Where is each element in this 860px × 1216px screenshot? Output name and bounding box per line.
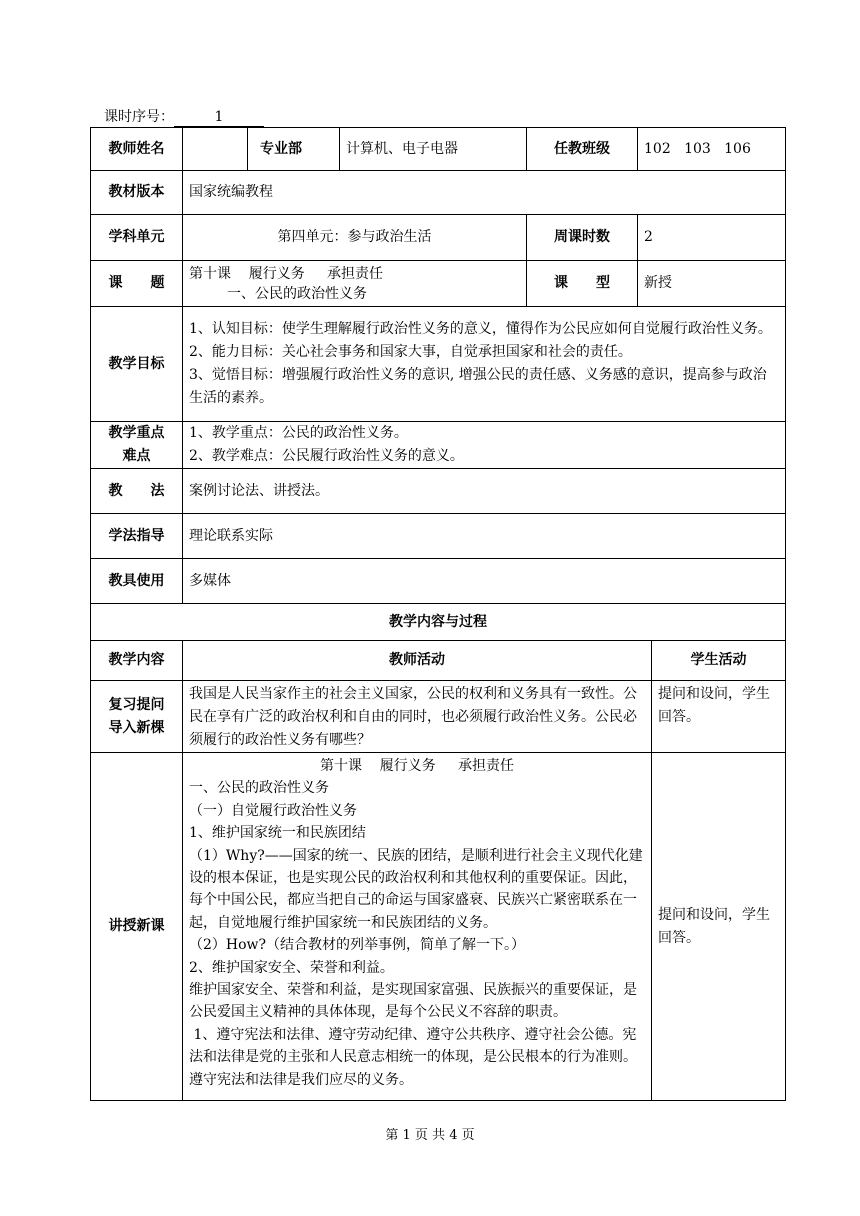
info-row-tools (91, 559, 786, 604)
study-value: 理论联系实际 (183, 514, 786, 559)
study-label: 学法指导 (91, 514, 183, 559)
review-student-activity: 提问和设问，学生回答。 (652, 681, 786, 753)
tools-label: 教具使用 (91, 559, 183, 604)
teach-line: （2）How?（结合教材的列举事例，简单了解一下。） (189, 937, 526, 954)
teach-line: 维护国家安全、荣誉和利益，是实现国家富强、民族振兴的重要保证，是公民爱国主义精神的具体体现，是每个公民义不容辞的职责。 (189, 982, 637, 1021)
goals-value (183, 307, 786, 422)
topic-value (183, 261, 527, 307)
teach-line: 第十课 履行义务 承担责任 (319, 758, 515, 774)
lesson-plan-table (90, 127, 786, 1101)
review-teacher-activity: 我国是人民当家作主的社会主义国家，公民的权利和义务具有一致性。公民在享有广泛的政治权利和自由的同时，也必须履行政治性义务。公民必须履行的政治性义务有哪些？ (183, 681, 652, 753)
info-row-method (91, 469, 786, 514)
method-label: 教 法 (91, 469, 183, 514)
unit-label: 学科单元 (91, 215, 183, 261)
review-label-line-1: 复习提问 (108, 696, 165, 713)
col-teacher-header: 教师活动 (183, 641, 652, 681)
teach-line: 一、公民的政治性义务 (189, 780, 329, 797)
goals-label: 教学目标 (91, 307, 183, 422)
info-row-topic (91, 261, 786, 307)
teach-line: （1）Why?——国家的统一、民族的团结，是顺利进行社会主义现代化建设的根本保证，也是实现公民的政治权利和其他权利的重要保证。因此，每个中国公民，都应当把自己的命运与国家盛衰、民族兴亡紧密联系在一起，自觉地履行维护国家统一和民族团结的义务。 (189, 847, 643, 931)
textbook-label: 教材版本 (91, 171, 183, 215)
lesson-number (104, 108, 264, 127)
process-header-row (91, 641, 786, 681)
topic-line-1: 第十课 履行义务 承担责任 (189, 265, 384, 282)
teach-line: （一）自觉履行政治性义务 (189, 802, 357, 819)
teach-student-activity: 提问和设问，学生回答。 (652, 753, 786, 1101)
review-row (91, 681, 786, 753)
method-value: 案例讨论法、讲授法。 (183, 469, 786, 514)
review-label (91, 681, 183, 753)
info-row-keypoints (91, 422, 786, 469)
lesson-number-label: 课时序号： (104, 109, 174, 125)
goal-item: 1、认知目标：使学生理解履行政治性义务的意义，懂得作为公民应如何自觉履行政治性义务。 (189, 321, 772, 337)
unit-value: 第四单元：参与政治生活 (183, 215, 527, 261)
info-row-unit (91, 215, 786, 261)
class-value: 102 103 106 (638, 128, 786, 171)
keypoint-item: 2、教学难点：公民履行政治性义务的意义。 (189, 448, 464, 464)
keypoints-value (183, 422, 786, 469)
teach-line: 1、维护国家统一和民族团结 (189, 825, 366, 842)
info-row-textbook (91, 171, 786, 215)
teach-label: 讲授新课 (91, 753, 183, 1101)
class-label: 任教班级 (527, 128, 638, 171)
topic-line-2: 一、公民的政治性义务 (227, 285, 367, 302)
teach-row (91, 753, 786, 1101)
goal-item: 2、能力目标：关心社会事务和国家大事，自觉承担国家和社会的责任。 (189, 344, 632, 360)
info-row-teacher (91, 128, 786, 171)
keypoints-label-line-1: 教学重点 (108, 425, 165, 441)
weekly-hours-label: 周课时数 (527, 215, 638, 261)
page-footer: 第 1 页 共 4 页 (385, 1128, 475, 1143)
col-student-header: 学生活动 (652, 641, 786, 681)
lesson-number-value: 1 (174, 108, 264, 127)
teacher-name-value (183, 128, 248, 171)
review-label-line-2: 导入新棵 (108, 719, 165, 736)
teach-teacher-activity (183, 753, 652, 1101)
goal-item: 3、觉悟目标：增强履行政治性义务的意识, 增强公民的责任感、义务感的意识，提高参与政治生活的素养。 (189, 367, 767, 406)
type-label: 课 型 (527, 261, 638, 307)
topic-label: 课 题 (91, 261, 183, 307)
tools-value: 多媒体 (183, 559, 786, 604)
process-section-title: 教学内容与过程 (91, 604, 786, 641)
teacher-name-label: 教师姓名 (91, 128, 183, 171)
textbook-value: 国家统编教程 (183, 171, 786, 215)
info-row-study (91, 514, 786, 559)
keypoint-item: 1、教学重点：公民的政治性义务。 (189, 425, 408, 441)
weekly-hours-value: 2 (638, 215, 786, 261)
dept-label: 专业部 (248, 128, 340, 171)
dept-value: 计算机、电子电器 (340, 128, 527, 171)
type-value: 新授 (638, 261, 786, 307)
keypoints-label (91, 422, 183, 469)
keypoints-label-line-2: 难点 (122, 448, 151, 464)
col-content-header: 教学内容 (91, 641, 183, 681)
teach-line: 1、遵守宪法和法律、遵守劳动纪律、遵守公共秩序、遵守社会公德。宪法和法律是党的主张和人民意志相统一的体现，是公民根本的行为准则。遵守宪法和法律是我们应尽的义务。 (189, 1026, 637, 1088)
process-title-row (91, 604, 786, 641)
teach-line: 2、维护国家安全、荣誉和利益。 (189, 959, 394, 976)
info-row-goals (91, 307, 786, 422)
